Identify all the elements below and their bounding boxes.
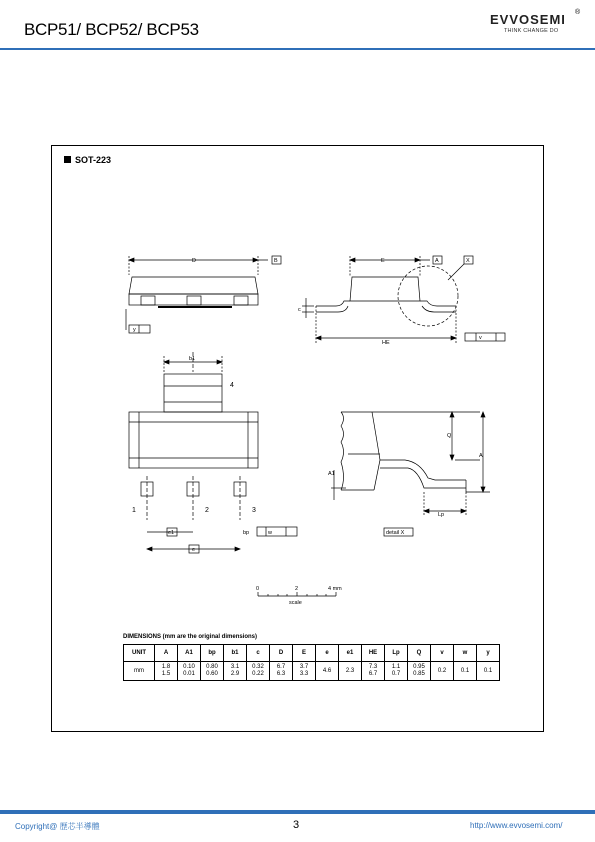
label-c: c: [298, 307, 301, 313]
dimensions-table: [123, 644, 500, 681]
cell-E-max: 3.7: [299, 663, 309, 670]
label-w: w: [268, 530, 272, 536]
label-detail-X: X: [466, 258, 470, 264]
label-E: E: [381, 258, 385, 264]
page-number: 3: [293, 819, 300, 831]
cell-E-min: 3.3: [299, 671, 309, 677]
col-HE: HE: [362, 645, 385, 662]
label-detail: detail X: [386, 530, 405, 536]
cell-Q-min: 0.85: [413, 671, 425, 677]
cell-A1-min: 0.01: [183, 671, 195, 677]
scale-tick-0: 0: [256, 586, 260, 592]
document-title: BCP51/ BCP52/ BCP53: [24, 20, 199, 39]
label-pin2: 2: [205, 507, 209, 514]
col-A: A: [155, 645, 178, 662]
cell-Q: [408, 662, 431, 681]
col-unit: UNIT: [124, 645, 155, 662]
cell-D: [270, 662, 293, 681]
col-Q: Q: [408, 645, 431, 662]
cell-c-min: 0.22: [252, 671, 264, 677]
cell-A-max: 1.8: [161, 663, 171, 670]
scale-bar: [258, 592, 336, 596]
label-Q: Q: [447, 433, 452, 439]
cell-Lp-min: 0.7: [391, 671, 401, 677]
col-v: v: [431, 645, 454, 662]
col-Lp: Lp: [385, 645, 408, 662]
cell-E: [293, 662, 316, 681]
label-pin3: 3: [252, 507, 256, 514]
cell-v: 0.2: [431, 662, 454, 681]
cell-A-min: 1.5: [161, 671, 171, 677]
cell-bp-min: 0.60: [206, 671, 218, 677]
scale-tick-2: 2: [295, 586, 299, 592]
cell-bp-max: 0.80: [206, 663, 218, 670]
cell-Lp: [385, 662, 408, 681]
cell-HE: [362, 662, 385, 681]
cell-Lp-max: 1.1: [391, 663, 401, 670]
footer-copyright: Copyright@ 歷芯半導體: [15, 822, 100, 831]
label-datum-B: B: [274, 258, 278, 264]
label-v: v: [479, 335, 482, 341]
registered-mark: ®: [575, 9, 581, 16]
cell-b1: [224, 662, 247, 681]
cell-b1-max: 3.1: [230, 663, 240, 670]
col-e1: e1: [339, 645, 362, 662]
table-row: [124, 662, 500, 681]
cell-w: 0.1: [454, 662, 477, 681]
label-A1: A1: [328, 471, 335, 477]
logo-tagline: THINK CHANGE DO: [504, 28, 559, 34]
label-e: e: [192, 547, 196, 553]
logo-text: EVVOSEMI: [490, 12, 566, 27]
scale-label: scale: [289, 600, 302, 606]
cell-A1: [178, 662, 201, 681]
cell-y: 0.1: [477, 662, 500, 681]
dimensions-caption: DIMENSIONS (mm are the original dimensions): [123, 634, 258, 640]
cell-D-max: 6.7: [276, 663, 286, 670]
scale-tick-4: 4 mm: [328, 586, 342, 592]
top-view: [129, 352, 297, 553]
col-w: w: [454, 645, 477, 662]
side-view: [302, 256, 505, 343]
front-view: [126, 256, 281, 333]
label-datum-A: A: [435, 258, 439, 264]
drawing-labels: [132, 258, 483, 606]
label-pin1: 1: [132, 507, 136, 514]
col-E: E: [293, 645, 316, 662]
cell-HE-max: 7.3: [368, 663, 378, 670]
cell-bp: [201, 662, 224, 681]
label-A: A: [479, 453, 483, 459]
cell-e: 4.6: [316, 662, 339, 681]
cell-D-min: 6.3: [276, 671, 286, 677]
col-c: c: [247, 645, 270, 662]
label-b1: b1: [189, 356, 196, 362]
label-y: y: [133, 327, 136, 333]
cell-Q-max: 0.95: [413, 663, 425, 670]
cell-A: [155, 662, 178, 681]
col-D: D: [270, 645, 293, 662]
cell-unit: mm: [124, 662, 155, 681]
cell-b1-min: 2.9: [230, 671, 240, 677]
col-b1: b1: [224, 645, 247, 662]
detail-x-view: [331, 412, 490, 536]
label-e1: e1: [168, 530, 175, 536]
cell-c-max: 0.32: [252, 663, 264, 670]
cell-HE-min: 6.7: [368, 671, 378, 677]
label-Lp: Lp: [438, 512, 445, 518]
label-D: D: [192, 258, 196, 264]
footer-url-link[interactable]: http://www.evvosemi.com/: [470, 821, 563, 830]
cell-e1: 2.3: [339, 662, 362, 681]
col-A1: A1: [178, 645, 201, 662]
cell-A1-max: 0.10: [183, 663, 195, 670]
col-bp: bp: [201, 645, 224, 662]
label-HE: HE: [382, 340, 390, 346]
footer-divider: [0, 810, 595, 814]
col-y: y: [477, 645, 500, 662]
cell-c: [247, 662, 270, 681]
col-e: e: [316, 645, 339, 662]
table-header-row: [124, 645, 500, 662]
label-bp: bp: [243, 530, 250, 536]
section-title-text: SOT-223: [75, 155, 112, 165]
label-pin4: 4: [230, 382, 234, 389]
